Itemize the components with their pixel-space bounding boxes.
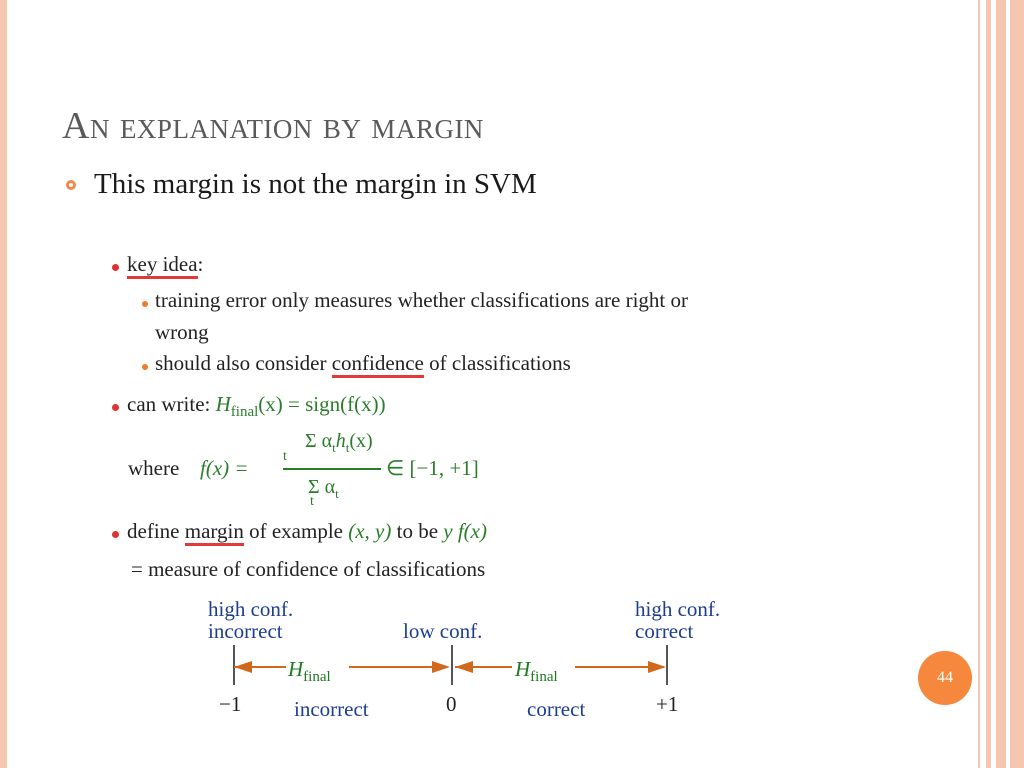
slide-right-border-1 [978,0,980,768]
key-idea-line [127,252,203,277]
can-write-label: can write: [127,392,211,416]
define-xy: (x, y) [348,519,392,543]
denominator-sum-sub: t [310,494,314,509]
h-final-symbol: H [215,392,231,416]
denominator-sigma-alpha: Σ α [308,476,336,498]
numerator-sum-sub: t [283,449,287,464]
sub-bullet-1-line-2: wrong [155,320,209,344]
key-idea-colon: : [197,252,204,276]
define-pre: define [127,519,185,543]
define-to-be: to be [391,519,444,543]
numerator-alpha-sub: t [332,440,336,455]
sub-bullet-dot-icon [142,301,148,307]
define-yfx: y f(x) [443,519,487,543]
numerator-x: (x) [349,430,373,452]
slide-right-border-4 [1010,0,1024,768]
h-final-subscript: final [230,404,259,421]
define-margin-line [127,519,487,544]
right-label-bottom: correct [635,619,694,643]
can-write-line [127,392,386,421]
sub-bullet-1-line-1: training error only measures whether classifications are right or [155,288,688,312]
h-final-rhs: (x) = sign(f(x)) [258,392,386,416]
bullet-dot-icon [112,264,119,271]
key-idea-label: key idea [127,252,198,279]
right-label-top: high conf. [635,597,721,621]
region-correct: correct [527,697,586,721]
left-label-bottom: incorrect [208,619,283,643]
bullet-dot-icon [112,404,119,411]
arrow-h-right: H [515,657,531,681]
confidence-underlined: confidence [332,351,424,378]
arrow-label-right [515,657,558,686]
range-expression: ∈ [−1, +1] [386,456,479,480]
fraction-numerator [305,430,373,456]
arrow-sub-left: final [303,669,331,686]
measure-line: = measure of confidence of classifications [131,557,486,581]
arrow-h-left: H [288,657,304,681]
left-label-top: high conf. [208,597,294,621]
tick-label-plus1: +1 [656,692,679,716]
arrow-sub-right: final [530,669,558,686]
where-label: where [128,456,180,480]
numerator-h: h [335,430,346,452]
sub-bullet-dot-icon [142,364,148,370]
slide-title: An explanation by margin [62,105,484,147]
margin-underlined: margin [185,519,244,546]
define-mid: of example [243,519,349,543]
sub-bullet-2 [155,351,571,376]
slide-left-border [0,0,7,768]
bullet-dot-icon [112,531,119,538]
numerator-h-sub: t [345,440,350,455]
numerator-sigma-alpha: Σ α [305,430,333,452]
sub-bullet-2-pre: should also consider [155,351,332,375]
tick-label-zero: 0 [446,692,457,716]
slide-right-border-3 [996,0,1006,768]
page-number-badge: 44 [918,651,972,705]
tick-label-minus1: −1 [219,692,242,716]
mid-label: low conf. [403,619,483,643]
fx-equals: f(x) = [200,456,249,480]
fraction-bar [283,468,381,470]
bullet-circle-icon [66,180,76,190]
region-incorrect: incorrect [294,697,369,721]
denominator-alpha-sub: t [335,486,339,501]
arrow-label-left [288,657,331,686]
sub-bullet-2-post: of classifications [423,351,571,375]
slide-right-border-2 [986,0,991,768]
lead-bullet-text: This margin is not the margin in SVM [94,168,537,200]
